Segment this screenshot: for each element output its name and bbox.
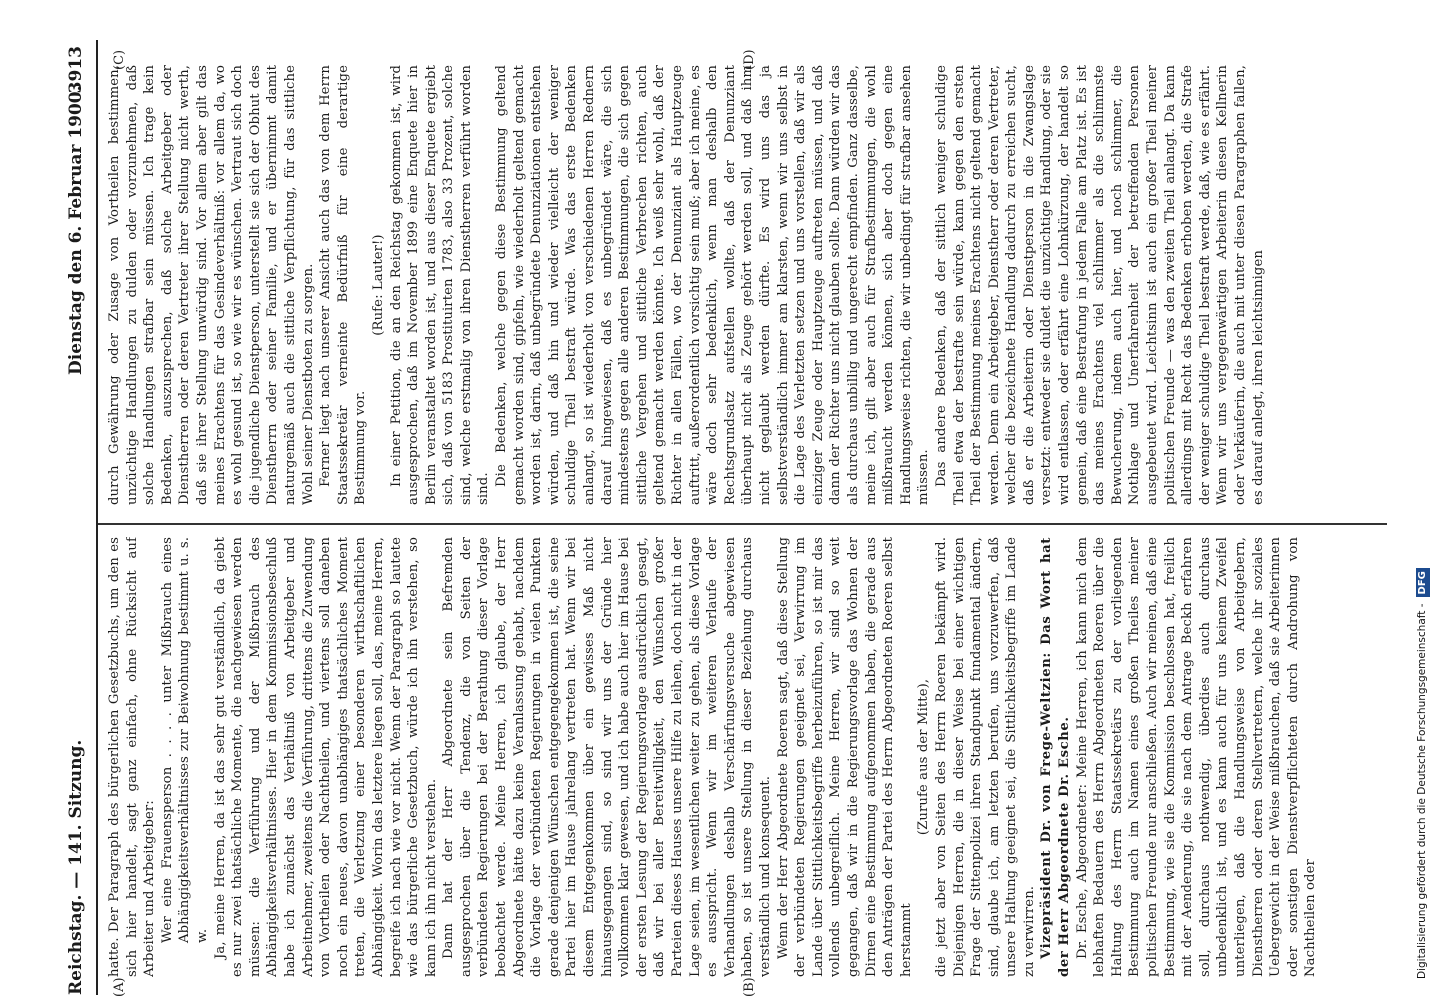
- page-number: 3913: [66, 46, 86, 94]
- paragraph: In einer Petition, die an den Reichstag gekommen ist, wird ausgesprochen, daß im November 1899 eine Enquete hier in Berlin veranstaltet worden ist, und aus dieser Enquete ergiebt sich, daß von 5183 Prostituirten 1783, also 33 Prozent, solche sind, welche erstmalig von ihren Dienstherren verführt worden sind.: [388, 65, 492, 505]
- digitization-credit: [1412, 8, 1432, 993]
- page-header: [52, 40, 96, 995]
- paragraph: Wenn der Herr Abgeordnete Roeren sagt, daß diese Stellung der verbündeten Regierungen geeignet sei, Verwirrung im Lande über Sittlichkeitsbegriffe herbeizuführen, so ist mir das vollends unbegreiflich. Meine Herren, wir sind so weit gegangen, daß wir in die Regierungsvorlage das Wohnen der Dirnen eine Bestimmung aufgenommen haben, die gerade aus den Anträgen der Partei des Herrn Abgeordneten Roeren selbst herstammt: [775, 537, 914, 977]
- speaker-paragraph: Vizepräsident Dr. von Frege-Weltzien: Das Wort hat der Herr Abgeordnete Dr. Esche.: [1039, 537, 1073, 977]
- paragraph: Dr. Esche, Abgeordneter: Meine Herren, ich kann mich dem lebhaften Bedauern des Herrn Abgeordneten Roeren über die Haltung des Herrn Staatssekretärs zu der vorliegenden Bestimmung auch im Namen eines großen Theiles meiner politischen Freunde nur anschließen. Auch wir meinen, daß eine Bestimmung, wie sie die Kommission beschlossen hat, freilich mit der Aenderung, die sie nach dem Antrage Beckh erfahren soll, durchaus nothwendig, überdies auch durchaus unbedenklich ist, und es kann auch für uns keinem Zweifel unterliegen, daß die Handlungsweise von Arbeitgebern, Dienstherren oder deren Stellvertretern, welche ihr soziales Uebergewicht in der Weise mißbrauchen, daß sie Arbeiterinnen oder sonstigen Dienstverpflichteten durch Androhung von Nachtheilen oder: [1074, 537, 1319, 977]
- left-column: [106, 537, 1376, 977]
- paragraph: die jetzt aber von Seiten des Herrn Roeren bekämpft wird. Diejenigen Herren, die in dieser Weise bei einer wichtigen Frage der Sittenpolizei ihren Standpunkt fundamental ändern, sind, glaube ich, am letzten berufen, uns vorzuwerfen, daß unsere Haltung geeignet sei, die Sittlichkeitsbegriffe im Lande zu verwirren.: [933, 537, 1037, 977]
- paragraph: Das andere Bedenken, daß der sittlich weniger schuldige Theil etwa der bestrafte sein würde, kann gegen den ersten Theil der Bestimmung meines Erachtens nicht geltend gemacht werden. Denn ein Arbeitgeber, Dienstherr oder deren Vertreter, welcher die bezeichnete Handlung dadurch zu erreichen sucht, daß er die Arbeiterin oder Dienstperson in die Zwangslage versetzt: entweder sie duldet die unzüchtige Handlung, oder sie wird entlassen, oder erfährt eine Lohnkürzung, der handelt so gemein, daß eine Bestrafung in jedem Falle am Platz ist. Es ist das meines Erachtens viel schlimmer als die schlimmste Bewucherung, indem auch hier, und noch schlimmer, die Nothlage und Unerfahrenheit der betreffenden Personen ausgebeutet wird. Leichtsinn ist auch ein großer Theil meiner politischen Freunde — was den zweiten Theil anlangt. Da kann allerdings mit Recht das Bedenken erhoben werden, die Strafe der weniger schuldige Theil bestraft werde, daß, wie es erfährt. Wenn wir uns vergegenwärtigen Arbeiterin diesen Kellnerin oder Verkäuferin, die auch mit unter diesen Paragraphen fallen, es darauf anlegt, ihren leichtsinnigen: [933, 65, 1266, 505]
- paragraph: Die Bedenken, welche gegen diese Bestimmung geltend gemacht worden sind, gipfeln, wie wiederholt geltend gemacht worden ist, darin, daß unbegründete Denunziationen entstehen würden, und daß hin und wieder vielleicht der weniger schuldige Theil bestraft würde. Was das erste Bedenken anlangt, so ist wiederholt von verschiedenen Herren Rednern darauf hingewiesen, daß es unbegründet wäre, die sich mindestens gegen alle anderen Bestimmungen, die sich gegen sittliche Vergehen und sittliche Verbrechen richten, auch geltend gemacht werden könnte. Ich weiß sehr wohl, daß der Richter in allen Fällen, wo der Denunziant als Hauptzeuge auftritt, außerordentlich vorsichtig sein muß; aber ich meine, es wäre doch sehr bedenklich, wenn man deshalb den Rechtsgrundsatz aufstellen wollte, daß der Denunziant überhaupt nicht als Zeuge gehört werden soll, und daß ihm nicht geglaubt werden dürfte. Es wird uns das ja selbstverständlich immer am klarsten, wenn wir uns selbst in die Lage des Verletzten setzen und uns vorstellen, daß wir als einziger Zeuge oder Hauptzeuge auftreten müssen, und daß dann der Richter uns nicht glauben sollte. Dann würden wir das als durchaus unbillig und ungerecht empfinden. Ganz dasselbe, meine ich, gilt aber auch für Strafbestimmungen, die wohl mißbraucht werden können, sich aber doch gegen eine Handlungsweise richten, die wir unbedingt für strafbar ansehen müssen.: [494, 65, 932, 505]
- right-column: [106, 65, 1376, 505]
- margin-letter-c: (C): [112, 49, 127, 70]
- margin-letter-d: (D): [742, 49, 757, 70]
- header-rule: [96, 40, 98, 995]
- interjection: (Zurufe aus der Mitte),: [916, 678, 932, 836]
- quotation: Wer eine Frauensperson . . . . unter Mißbrauch eines Abhängigkeitsverhältnisses zur Beiwohnung bestimmt u. s. w.: [159, 537, 210, 943]
- dfg-logo: DFG: [1416, 568, 1430, 597]
- header-session: Reichstag. — 141. Sitzung.: [66, 739, 86, 995]
- credit-text: Digitalisierung gefördert durch die Deutsche Forschungsgemeinschaft -: [1416, 603, 1428, 979]
- paragraph: Dann hat der Herr Abgeordnete sein Befremden ausgesprochen über die Tendenz, die von Seiten der verbündeten Regierungen bei der Berathung dieser Vorlage beobachtet werde. Meine Herren, ich glaube, der Herr Abgeordnete hätte dazu keine Veranlassung gehabt, nachdem die Vorlage der verbündeten Regierungen in vielen Punkten gerade denjenigen Wünschen entgegengekommen ist, die seine Partei hier im Hause jahrelang vertreten hat. Wenn wir bei diesem Entgegenkommen über ein gewisses Maß nicht hinausgegangen sind, so sind wir uns der Gründe hier vollkommen klar gewesen, und ich habe auch hier im Hause bei der ersten Lesung der Regierungsvorlage ausdrücklich gesagt, daß wir bei aller Bereitwilligkeit, den Wünschen großer Parteien dieses Hauses unsere Hilfe zu leihen, doch nicht in der Lage seien, im wesentlichen weiter zu gehen, als diese Vorlage es ausspricht. Wenn wir im weiteren Verlaufe der Verhandlungen deshalb Verschärfungsversuche abgewiesen haben, so ist unsere Stellung in dieser Beziehung durchaus verständlich und konsequent.: [441, 537, 773, 977]
- column-divider: [98, 524, 1387, 526]
- newspaper-page: [52, 40, 1387, 995]
- header-date: Dienstag den 6. Februar 1900.: [66, 85, 86, 375]
- margin-letter-a: (A): [112, 977, 127, 997]
- paragraph: Ferner liegt nach unserer Ansicht auch das von dem Herrn Staatssekretär verneinte Bedürfniß für eine derartige Bestimmung vor.: [318, 65, 369, 505]
- paragraph: Ja, meine Herren, da ist das sehr gut verständlich, da giebt es nur zwei thatsächliche Momente, die nachgewiesen werden müssen: die Verführung und der Mißbrauch des Abhängigkeitsverhältnisses. Hier in dem Kommissionsbeschluß habe ich zunächst das Verhältniß von Arbeitgeber und Arbeitnehmer, zweitens die Verführung, drittens die Zuwendung von Vortheilen oder Nachtheilen, und viertens soll daneben noch ein neues, davon unabhängiges thatsächliches Moment treten, die Verletzung einer besonderen wirthschaftlichen Abhängigkeit. Worin das letztere liegen soll, das, meine Herren, begreife ich nach wie vor nicht. Wenn der Paragraph so lautete wie das bürgerliche Gesetzbuch, würde ich ihn verstehen, so kann ich ihn nicht verstehen.: [212, 537, 439, 977]
- paragraph: hatte. Der Paragraph des bürgerlichen Gesetzbuchs, um den es sich hier handelt, sagt ganz einfach, ohne Rücksicht auf Arbeiter und Arbeitgeber:: [107, 537, 158, 977]
- paragraph: durch Gewährung oder Zusage von Vortheilen bestimmen, unzüchtige Handlungen zu dulden oder vorzunehmen, daß solche Handlungen strafbar sein müssen. Ich trage kein Bedenken, auszusprechen, daß solche Arbeitgeber oder Dienstherren oder deren Vertreter ihrer Stellung nicht werth, daß sie ihrer Stellung unwürdig sind. Vor allem aber gilt das meines Erachtens für das Gesindeverhältniß: vor allem da, wo es wohl gesund ist, so wie wir es wünschen. Vertraut sich doch die jugendliche Dienstperson, unterstellt sie sich der Obhut des Dienstherrn oder seiner Familie, und er übernimmt damit naturgemäß auch die sittliche Verpflichtung, für das sittliche Wohl seiner Dienstboten zu sorgen.: [107, 65, 316, 505]
- margin-letter-b: (B): [742, 977, 757, 997]
- interjection: (Rufe: Lauter!): [370, 234, 386, 336]
